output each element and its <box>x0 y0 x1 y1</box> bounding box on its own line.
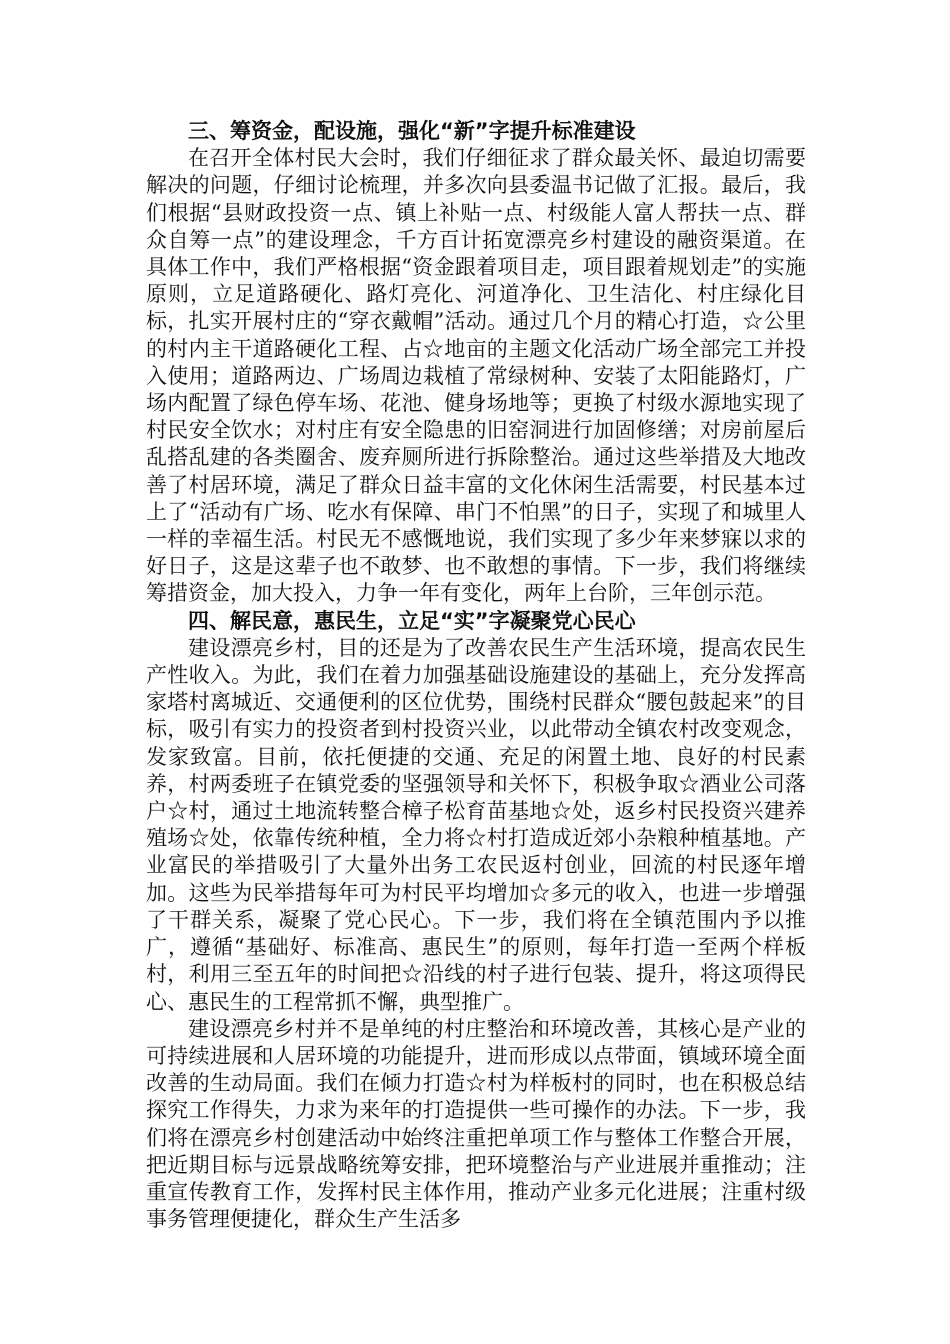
paragraph: 在召开全体村民大会时，我们仔细征求了群众最关怀、最迫切需要解决的问题，仔细讨论梳理，并多次向县委温书记做了汇报。最后，我们根据“县财政投资一点、镇上补贴一点、村级能人富人帮扶一点、群众自筹一点”的建设理念，千方百计拓宽漂亮乡村建设的融资渠道。在具体工作中，我们严格根据“资金跟着项目走，项目跟着规划走”的实施原则，立足道路硬化、路灯亮化、河道净化、卫生洁化、村庄绿化目标，扎实开展村庄的“穿衣戴帽”活动。通过几个月的精心打造，☆公里的村内主干道路硬化工程、占☆地亩的主题文化活动广场全部完工并投入使用；道路两边、广场周边栽植了常绿树种、安装了太阳能路灯，广场内配置了绿色停车场、花池、健身场地等；更换了村级水源地实现了村民安全饮水；对村庄有安全隐患的旧窑洞进行加固修缮；对房前屋后乱搭乱建的各类圈舍、废弃厕所进行拆除整治。通过这些举措及大地改善了村居环境，满足了群众日益丰富的文化休闲生活需要，村民基本过上了“活动有广场、吃水有保障、串门不怕黑”的日子，实现了和城里人一样的幸福生活。村民无不感慨地说，我们实现了多少年来梦寐以求的好日子，这是这辈子也不敢梦、也不敢想的事情。下一步，我们将继续筹措资金，加大投入，力争一年有变化，两年上台阶，三年创示范。 <box>146 146 806 606</box>
section-heading-3: 三、筹资金，配设施，强化“新”字提升标准建设 <box>188 119 636 143</box>
document-page <box>146 118 806 1233</box>
paragraph: 建设漂亮乡村并不是单纯的村庄整治和环境改善，其核心是产业的可持续进展和人居环境的功能提升，进而形成以点带面，镇域环境全面改善的生动局面。我们在倾力打造☆村为样板村的同时，也在积极总结探究工作得失，力求为来年的打造提供一些可操作的办法。下一步，我们将在漂亮乡村创建活动中始终注重把单项工作与整体工作整合开展，把近期目标与远景战略统筹安排，把环境整治与产业进展并重推动；注重宣传教育工作，发挥村民主体作用，推动产业多元化进展；注重村级事务管理便捷化，群众生产生活多 <box>146 1016 806 1232</box>
paragraph: 建设漂亮乡村，目的还是为了改善农民生产生活环境，提高农民生产性收入。为此，我们在着力加强基础设施建设的基础上，充分发挥高家塔村离城近、交通便利的区位优势，围绕村民群众“腰包鼓起来”的目标，吸引有实力的投资者到村投资兴业，以此带动全镇农村改变观念，发家致富。目前，依托便捷的交通、充足的闲置土地、良好的村民素养，村两委班子在镇党委的坚强领导和关怀下，积极争取☆酒业公司落户☆村，通过土地流转整合樟子松育苗基地☆处，返乡村民投资兴建养殖场☆处，依靠传统种植，全力将☆村打造成近郊小杂粮种植基地。产业富民的举措吸引了大量外出务工农民返村创业，回流的村民逐年增加。这些为民举措每年可为村民平均增加☆多元的收入，也进一步增强了干群关系，凝聚了党心民心。下一步，我们将在全镇范围内予以推广，遵循“基础好、标准高、惠民生”的原则，每年打造一至两个样板村，利用三至五年的时间把☆沿线的村子进行包装、提升，将这项得民心、惠民生的工程常抓不懈，典型推广。 <box>146 635 806 1014</box>
section-heading-4: 四、解民意，惠民生，立足“实”字凝聚党心民心 <box>188 608 636 633</box>
